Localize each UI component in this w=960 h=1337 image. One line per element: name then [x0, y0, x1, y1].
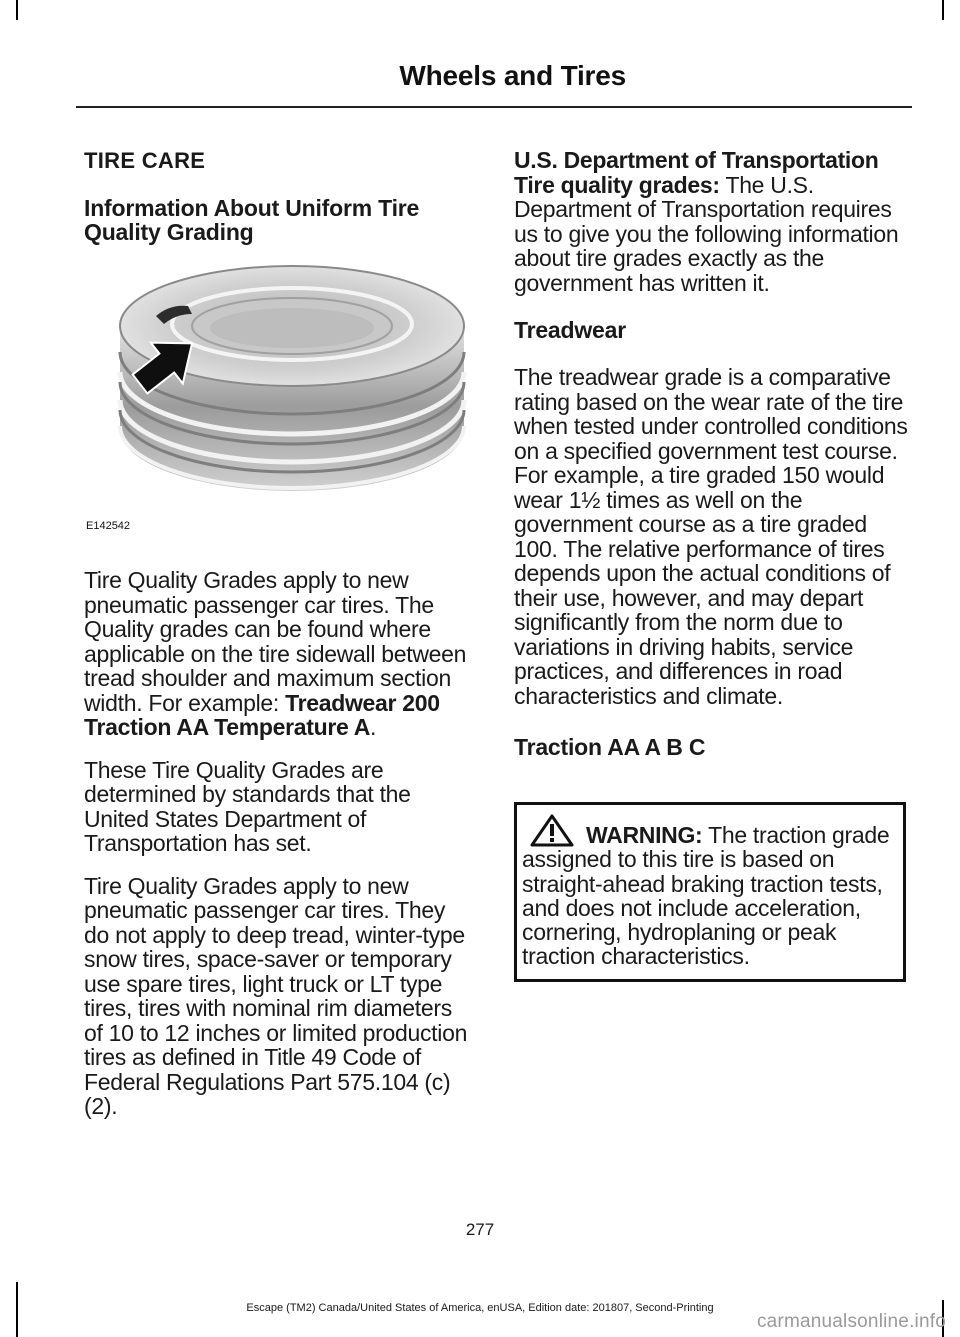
- warning-paragraph: [522, 813, 898, 969]
- warning-box: [514, 802, 906, 982]
- tire-illustration: [84, 254, 476, 554]
- dot-heading: U.S. Department of Transportation Tire quality grades:: [514, 147, 879, 198]
- applicability-paragraph: Tire Quality Grades apply to new pneumatic passenger car tires. They do not apply to deep tread, winter-type snow tires, space-saver or temporary use spare tires, light truck or LT type tires, tires with nominal rim diameters of 10 to 12 inches or limited production tires as defined in Title 49 Code of Federal Regulations Part 575.104 (c)(2).: [84, 872, 468, 1119]
- heading-utqg: Information About Uniform Tire Quality Grading: [84, 195, 420, 245]
- crop-mark-top-left: [16, 0, 18, 20]
- left-column: [84, 148, 476, 1119]
- page-number: 277: [465, 1220, 495, 1239]
- treadwear-paragraph: The treadwear grade is a comparative rating based on the wear rate of the tire when tested under controlled conditions on a specified government test course. For example, a tire graded 150 would wear 1½ times as well on the government course as a tire graded 100. The relative performance of tires depends upon the actual conditions of their use, however, and may depart significantly from the norm due to variations in driving habits, service practices, and differences in road characteristics and climate.: [514, 364, 908, 709]
- heading-treadwear: Treadwear: [514, 317, 626, 343]
- warning-label: WARNING:: [586, 822, 703, 848]
- heading-traction: Traction AA A B C: [514, 734, 706, 760]
- warning-text: The traction grade assigned to this tire is based on straight-ahead braking traction tests, and does not include acceleration, cornering, hydroplaning or peak traction characteristics.: [522, 822, 890, 970]
- crop-mark-top-right: [942, 0, 944, 20]
- dot-paragraph: [514, 148, 910, 295]
- utqg-paragraph: [84, 568, 476, 740]
- utqg-text: Tire Quality Grades apply to new pneumatic passenger car tires. The Quality grades can be found where applicable on the tire sidewall between tread shoulder and maximum section width. For example:: [84, 567, 467, 716]
- right-column: [514, 148, 910, 982]
- header-rule: [76, 106, 912, 108]
- tire-icon: [84, 254, 476, 554]
- heading-tire-care: TIRE CARE: [84, 148, 206, 173]
- warning-triangle-icon: [530, 813, 574, 847]
- site-watermark: carmanualsonline.info: [756, 1311, 946, 1332]
- edition-footer: Escape (TM2) Canada/United States of America, enUSA, Edition date: 201807, Second-Printing: [246, 1302, 714, 1314]
- section-title: Wheels and Tires: [399, 60, 626, 91]
- figure-id: E142542: [86, 520, 131, 532]
- utqg-example: Treadwear 200 Traction AA Temperature A: [84, 689, 440, 740]
- dot-text: The U.S. Department of Transportation requires us to give you the following information about tire grades exactly as the government has written it.: [514, 171, 899, 296]
- standards-paragraph: These Tire Quality Grades are determined by standards that the United States Department of Transportation has set.: [84, 756, 411, 856]
- utqg-end: .: [370, 714, 377, 740]
